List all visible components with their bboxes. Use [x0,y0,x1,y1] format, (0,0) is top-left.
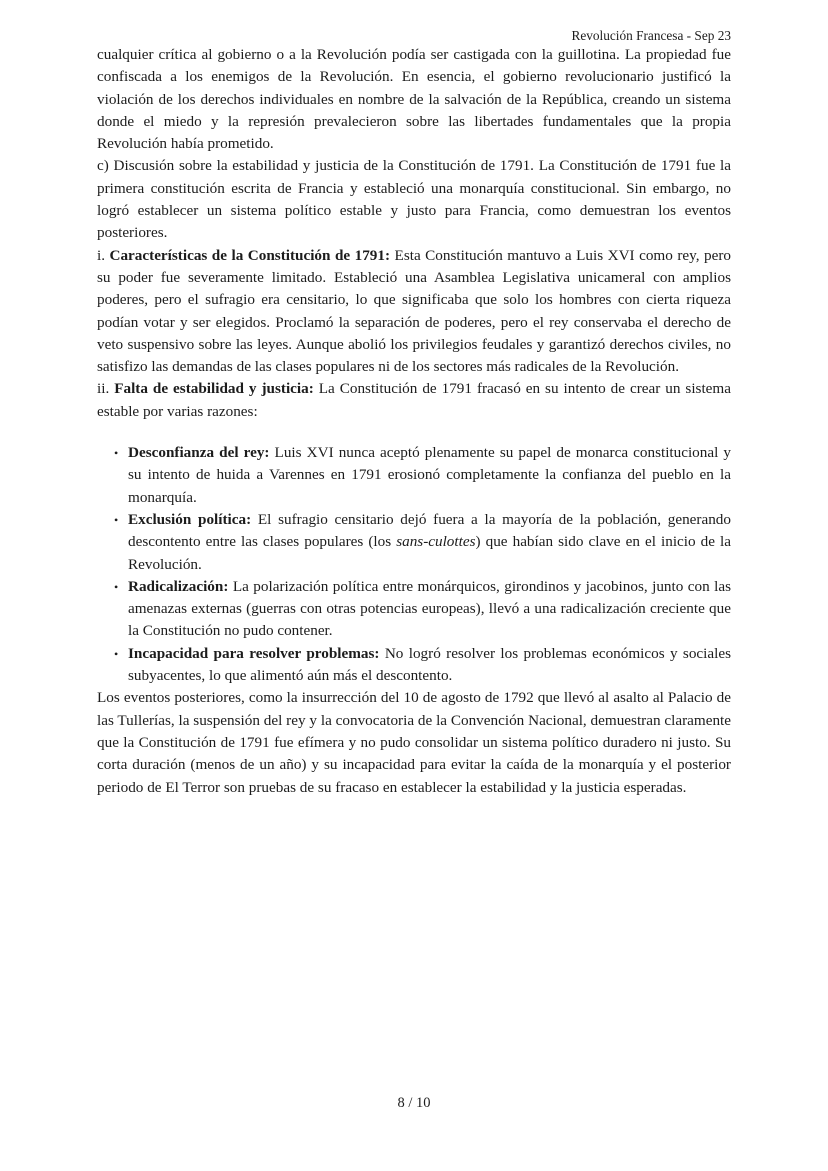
bullet-icon: • [114,579,119,594]
list-item-radicalizacion [113,576,731,643]
list-item-text: Desconfianza del rey: Luis XVI nunca aceptó plenamente su papel de monarca constitucional y su intento de huida a Varennes en 1791 erosionó completamente la confianza del pueblo en la monarquía. [128,444,732,506]
page-number: 8 / 10 [397,1094,431,1111]
list-item-text: Radicalización: La polarización política entre monárquicos, girondinos y jacobinos, junto con las amenazas externas (guerras con otras potencias europeas), llevó a una radicalización creciente que la Constitución no pudo contener. [128,577,731,640]
list-item-incapacidad [113,643,731,688]
paragraph-item-ii-falta-estabilidad: ii. Falta de estabilidad y justicia: La Constitución de 1791 fracasó en su intento de crear un sistema estable por varias razones: [97,380,731,420]
list-item-desconfianza [113,442,731,509]
paragraph-guillotine-continuation: cualquier crítica al gobierno o a la Revolución podía ser castigada con la guillotina. La propiedad fue confiscada a los enemigos de la Revolución. En esencia, el gobierno revolucionario justificó la violación de los derechos individuales en nombre de la salvación de la República, creando un sistema donde el miedo y la represión prevalecieron sobre las libertades fundamentales que la propia Revolución había prometido. [97,46,731,153]
paragraph-conclusion: Los eventos posteriores, como la insurrección del 10 de agosto de 1792 que llevó al asalto al Palacio de las Tullerías, la suspensión del rey y la convocatoria de la Convención Nacional, demuestran claramente que la Constitución de 1791 fue efímera y no pudo consolidar un sistema político duradero ni justo. Su corta duración (menos de un año) y su incapacidad para evitar la caída de la monarquía y el posterior periodo de El Terror son pruebas de su fracaso en establecer la estabilidad y la justicia esperadas. [97,689,731,796]
list-item-text: Exclusión política: El sufragio censitario dejó fuera a la mayoría de la población, generando descontento entre las clases populares (los sans-culottes) que habían sido clave en el inicio de la Revolución. [128,510,731,573]
page-header: Revolución Francesa - Sep 23 [571,28,731,43]
bullet-icon: • [114,512,119,527]
bullet-icon: • [114,646,119,661]
paragraph-section-c: c) Discusión sobre la estabilidad y justicia de la Constitución de 1791. La Constitución de 1791 fue la primera constitución escrita de Francia y estableció una monarquía constitucional. Sin embargo, no logró establecer un sistema político estable y justo para Francia, como demuestran los eventos posteriores. [97,157,731,242]
list-item-text: Incapacidad para resolver problemas: No logró resolver los problemas económicos y sociales subyacentes, lo que alimentó aún más el descontento. [128,644,731,685]
bullet-list-razones [113,442,731,687]
list-item-exclusion [113,509,731,576]
bullet-icon: • [114,446,119,461]
paragraph-item-i-caracteristicas: i. Características de la Constitución de 1791: Esta Constitución mantuvo a Luis XVI como rey, pero su poder fue severamente limitado. Estableció una Asamblea Legislativa unicameral con amplios poderes, pero el sufragio era censitario, lo que significaba que solo los hombres con cierta riqueza podían votar y ser elegidos. Proclamó la separación de poderes, pero el rey conservaba el derecho de veto suspensivo sobre las leyes. Aunque abolió los privilegios feudales y garantizó derechos civiles, no satisfizo las demandas de las clases populares ni de los sectores más radicales de la Revolución. [97,246,731,376]
